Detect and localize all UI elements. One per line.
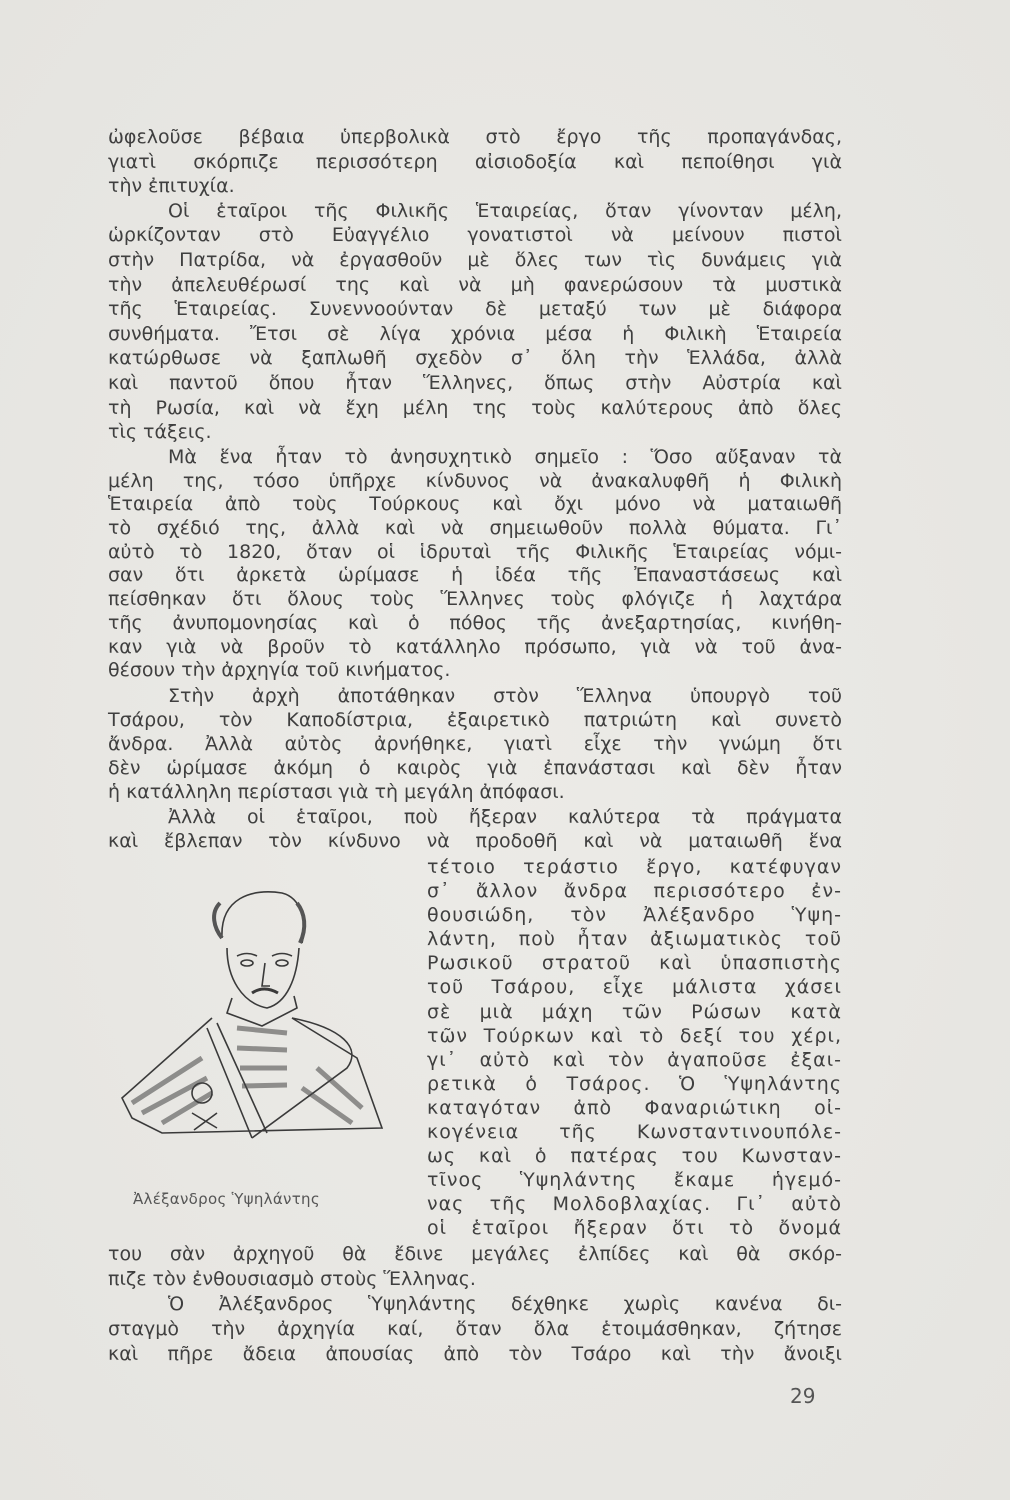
text-line: αὐτὸ τὸ 1820, ὅταν οἱ ἱδρυταὶ τῆς Φιλικῆς Ἑταιρείας νόμι- [108,540,842,563]
text-line: ἄνδρα. Ἀλλὰ αὐτὸς ἀρνήθηκε, γιατὶ εἶχε τὴν γνώμη ὅτι [108,733,842,755]
text-line: σαν ὅτι ἀρκετὰ ὡρίμασε ἡ ἰδέα τῆς Ἐπαναστάσεως καὶ [108,564,842,587]
text-line: του σὰν ἀρχηγοῦ θὰ ἔδινε μεγάλες ἐλπίδες καὶ θὰ σκόρ- [108,1243,842,1265]
text-line: μέλη της, τόσο ὑπῆρχε κίνδυνος νὰ ἀνακαλυφθῆ ἡ Φιλικὴ [108,469,842,492]
text-line: ὡρκίζονταν στὸ Εὐαγγέλιο γονατιστοὶ νὰ μείνουν πιστοὶ [108,224,842,247]
text-line: τῶν Τούρκων καὶ τὸ δεξί του χέρι, [427,1024,842,1047]
portrait-illustration [102,868,397,1168]
text-line: Ρωσικοῦ στρατοῦ καὶ ὑπασπιστὴς [427,952,842,975]
text-line: πείσθηκαν ὅτι ὅλους τοὺς Ἕλληνες τοὺς φλόγιζε ἡ λαχτάρα [108,588,842,611]
text-line: θουσιώδη, τὸν Ἀλέξανδρο Ὑψη- [427,904,842,927]
text-line: καὶ ἔβλεπαν τὸν κίνδυνο νὰ προδοθῆ καὶ νὰ ματαιωθῆ ἕνα [108,830,842,852]
text-line: οἱ ἑταῖροι ἤξεραν ὅτι τὸ ὄνομά [427,1217,842,1240]
text-line: συνθήματα. Ἔτσι σὲ λίγα χρόνια μέσα ἡ Φιλικὴ Ἑταιρεία [108,322,842,345]
text-line: κατώρθωσε νὰ ξαπλωθῆ σχεδὸν σ᾽ ὅλη τὴν Ἑλλάδα, ἀλλὰ [108,347,842,370]
text-line: ρετικὰ ὁ Τσάρος. Ὁ Ὑψηλάντης [427,1072,842,1095]
page-number: 29 [790,1384,816,1408]
text-line: τοῦ Τσάρου, εἶχε μάλιστα χάσει [427,976,842,999]
text-line: ὠφελοῦσε βέβαια ὑπερβολικὰ στὸ ἔργο τῆς προπαγάνδας, [108,126,842,148]
text-line: Τσάρου, τὸν Καποδίστρια, ἐξαιρετικὸ πατριώτη καὶ συνετὸ [108,709,842,731]
text-line: σταγμὸ τὴν ἀρχηγία καί, ὅταν ὅλα ἑτοιμάσθηκαν, ζήτησε [108,1318,842,1340]
text-line: λάντη, ποὺ ἦταν ἀξιωματικὸς τοῦ [427,928,842,951]
text-line: Ὁ Ἀλέξανδρος Ὑψηλάντης δέχθηκε χωρὶς κανένα δι- [168,1293,842,1315]
text-line: καὶ παντοῦ ὅπου ἦταν Ἕλληνες, ὅπως στὴν Αὐστρία καὶ [108,371,842,394]
text-line: ως καὶ ὁ πατέρας του Κωνσταν- [427,1145,842,1168]
text-line: στὴν Πατρίδα, νὰ ἐργασθοῦν μὲ ὅλες των τὶς δυνάμεις γιὰ [108,248,842,271]
text-line: θέσουν τὴν ἀρχηγία τοῦ κινήματος. [108,659,451,682]
text-line: σ᾽ ἄλλον ἄνδρα περισσότερο ἐν- [427,880,842,903]
text-line: γι᾽ αὐτὸ καὶ τὸν ἀγαποῦσε ἐξαι- [427,1048,842,1071]
paragraph-block [108,805,842,853]
text-line: δὲν ὡρίμασε ἀκόμη ὁ καιρὸς γιὰ ἐπανάστασι καὶ δὲν ἦταν [108,757,842,779]
text-line: καταγόταν ἀπὸ Φαναριώτικη οἰ- [427,1096,842,1119]
text-line: καὶ πῆρε ἄδεια ἀπουσίας ἀπὸ τὸν Τσάρο καὶ τὴν ἄνοιξι [108,1343,842,1365]
wrapped-text-column [427,855,842,1241]
text-line: ἡ κατάλληλη περίστασι γιὰ τὴ μεγάλη ἀπόφασι. [108,781,565,803]
text-line: Ἑταιρεία ἀπὸ τοὺς Τούρκους καὶ ὄχι μόνο νὰ ματαιωθῆ [108,493,842,516]
text-line: πιζε τὸν ἐνθουσιασμὸ στοὺς Ἕλληνας. [108,1268,476,1290]
text-line: Στὴν ἀρχὴ ἀποτάθηκαν στὸν Ἕλληνα ὑπουργὸ τοῦ [168,685,842,707]
text-line: τῆς Ἑταιρείας. Συνεννοούνταν δὲ μεταξύ των μὲ διάφορα [108,298,842,321]
text-line: τῖνος Ὑψηλάντης ἔκαμε ἡγεμό- [427,1169,842,1192]
text-line: Ἀλλὰ οἱ ἑταῖροι, ποὺ ἤξεραν καλύτερα τὰ πράγματα [168,806,842,828]
text-line: τῆς ἀνυπομονησίας καὶ ὁ πόθος τῆς ἀνεξαρτησίας, κινήθη- [108,611,842,634]
text-line: τὶς τάξεις. [108,421,212,444]
paragraph-block [108,446,842,683]
text-line: τέτοιο τεράστιο ἔργο, κατέφυγαν [427,856,842,878]
paragraph-block [108,125,842,445]
paragraph-block [108,1242,842,1367]
text-line: τὸ σχέδιό της, ἀλλὰ καὶ νὰ σημειωθοῦν πολλὰ θύματα. Γι᾽ [108,517,842,540]
text-line: κογένεια τῆς Κωνσταντινουπόλε- [427,1121,842,1144]
text-line: τὴν ἐπιτυχία. [108,175,235,198]
text-line: σὲ μιὰ μάχη τῶν Ρώσων κατὰ [427,1000,842,1023]
text-line: Οἱ ἑταῖροι τῆς Φιλικῆς Ἑταιρείας, ὅταν γίνονταν μέλη, [168,199,842,222]
text-line: γιατὶ σκόρπιζε περισσότερη αἰσιοδοξία καὶ πεποίθησι γιὰ [108,150,842,173]
text-line: τὴ Ρωσία, καὶ νὰ ἔχη μέλη της τοὺς καλύτερους ἀπὸ ὅλες [108,396,842,419]
figure-caption: Ἀλέξανδρος Ὑψηλάντης [133,1190,320,1208]
paragraph-block [108,684,842,804]
text-line: νας τῆς Μολδοβλαχίας. Γι᾽ αὐτὸ [427,1193,842,1216]
text-line: καν γιὰ νὰ βροῦν τὸ κατάλληλο πρόσωπο, γιὰ νὰ τοῦ ἀνα- [108,635,842,658]
text-line: τὴν ἀπελευθέρωσί της καὶ νὰ μὴ φανερώσουν τὰ μυστικὰ [108,273,842,296]
text-line: Μὰ ἕνα ἦταν τὸ ἀνησυχητικὸ σημεῖο : Ὅσο αὔξαναν τὰ [168,446,842,468]
